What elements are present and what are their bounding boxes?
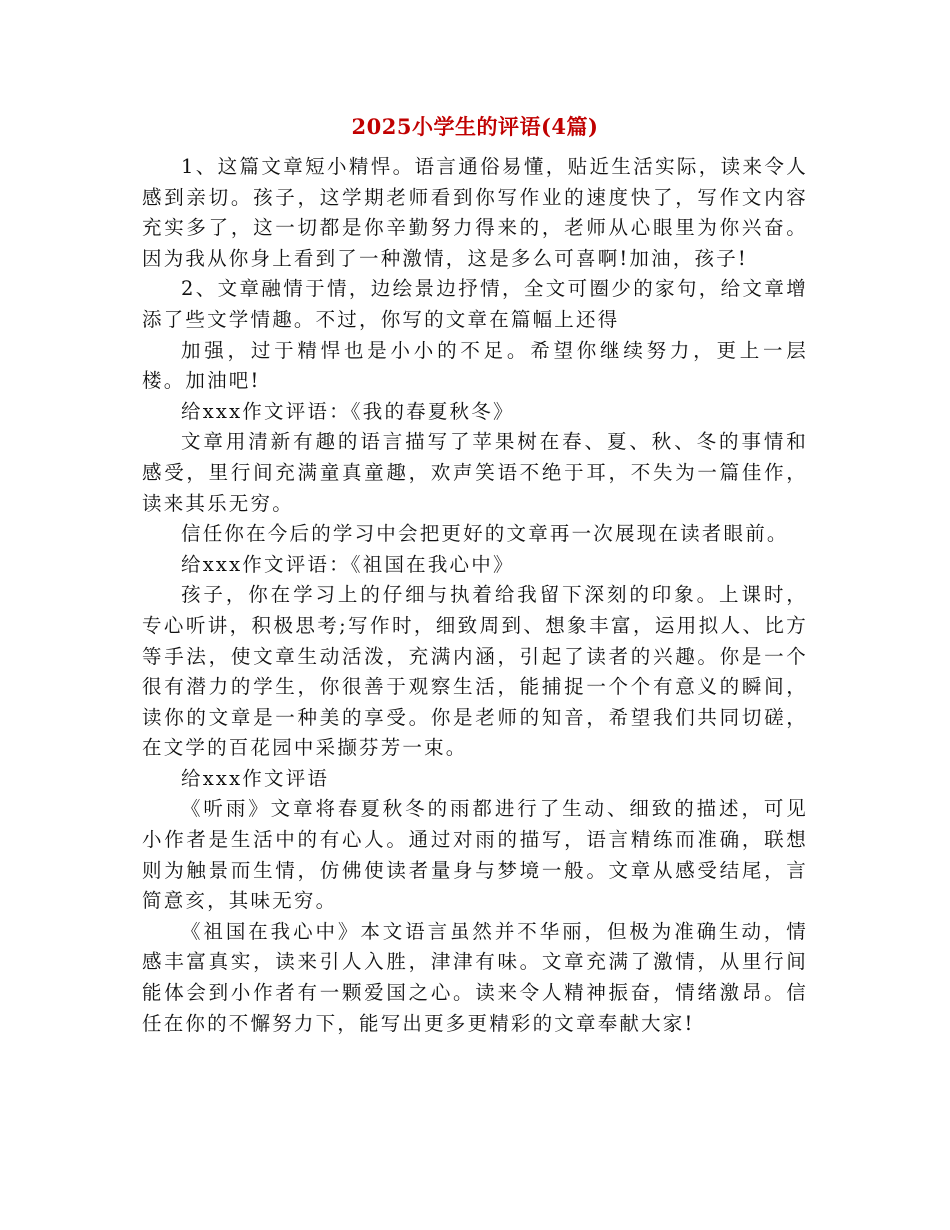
paragraph: 文章用清新有趣的语言描写了苹果树在春、夏、秋、冬的事情和感受，里行间充满童真童趣，欢声笑语不绝于耳，不失为一篇佳作，读来其乐无穷。 bbox=[142, 430, 808, 515]
section-heading: 给xxx作文评语：《祖国在我心中》 bbox=[181, 552, 515, 576]
document-title: 2025小学生的评语(4篇) bbox=[351, 114, 599, 139]
paragraph: 信任你在今后的学习中会把更好的文章再一次展现在读者眼前。 bbox=[181, 522, 789, 546]
paragraph: 《祖国在我心中》本文语言虽然并不华丽，但极为准确生动，情感丰富真实，读来引人入胜，津津有味。文章充满了激情，从里行间能体会到小作者有一颗爱国之心。读来令人精神振奋，情绪激昂。信任在你的不懈努力下，能写出更多更精彩的文章奉献大家! bbox=[142, 919, 808, 1035]
section-heading: 给xxx作文评语 bbox=[181, 766, 330, 790]
paragraph: 2、文章融情于情，边绘景边抒情，全文可圈少的家句，给文章增添了些文学情趣。不过，你写的文章在篇幅上还得 bbox=[142, 277, 808, 331]
paragraph: 孩子，你在学习上的仔细与执着给我留下深刻的印象。上课时，专心听讲，积极思考;写作时，细致周到、想象丰富，运用拟人、比方等手法，使文章生动活泼，充满内涵，引起了读者的兴趣。你是一个很有潜力的学生，你很善于观察生活，能捕捉一个个有意义的瞬间，读你的文章是一种美的享受。你是老师的知音，希望我们共同切磋，在文学的百花园中采撷芬芳一束。 bbox=[142, 583, 808, 760]
paragraph: 加强，过于精悍也是小小的不足。希望你继续努力，更上一层楼。加油吧! bbox=[142, 338, 808, 393]
document-body bbox=[142, 152, 808, 1039]
paragraph: 《听雨》文章将春夏秋冬的雨都进行了生动、细致的描述，可见小作者是生活中的有心人。通过对雨的描写，语言精练而准确，联想则为触景而生情，仿佛使读者量身与梦境一般。文章从感受结尾，言简意亥，其味无穷。 bbox=[142, 797, 808, 913]
paragraph: 1、这篇文章短小精悍。语言通俗易懂，贴近生活实际，读来令人感到亲切。孩子，这学期老师看到你写作业的速度快了，写作文内容充实多了，这一切都是你辛勤努力得来的，老师从心眼里为你兴奋。因为我从你身上看到了一种激情，这是多么可喜啊!加油，孩子! bbox=[142, 155, 808, 270]
section-heading: 给xxx作文评语：《我的春夏秋冬》 bbox=[181, 399, 515, 423]
